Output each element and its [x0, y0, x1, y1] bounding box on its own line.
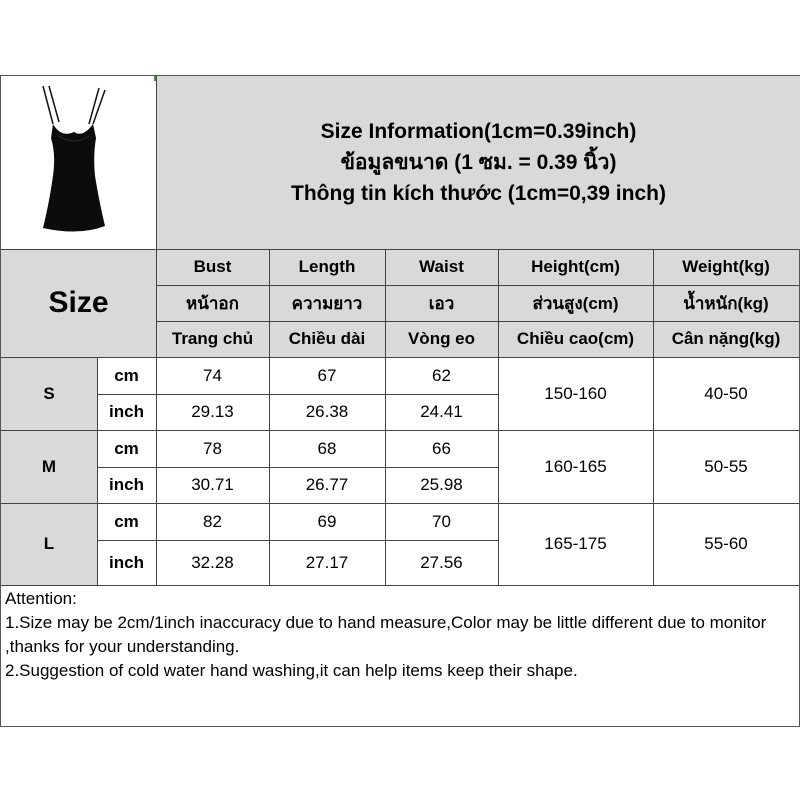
- table-cell: 26.77: [305, 475, 349, 494]
- column-header: Weight(kg): [653, 249, 799, 285]
- notes-heading: Attention:: [5, 589, 77, 608]
- table-cell: 29.13: [191, 402, 234, 421]
- grid-line: [156, 321, 799, 322]
- height-range: 150-160: [544, 383, 607, 403]
- column-header: Waist: [385, 249, 498, 285]
- notes-line-1: 1.Size may be 2cm/1inch inaccuracy due to hand measure,Color may be little different due to monitor ,thanks for your understanding.: [5, 613, 767, 656]
- height-range: 160-165: [544, 456, 607, 476]
- grid-line: [156, 76, 157, 585]
- grid-line: [1, 357, 799, 358]
- column-header: Height(cm): [498, 249, 653, 285]
- grid-line: [653, 249, 654, 585]
- table-cell: 30.71: [191, 475, 234, 494]
- column-header: Trang chủ: [156, 321, 269, 357]
- unit-label-inch: inch: [109, 402, 144, 421]
- size-header: Size: [1, 249, 156, 357]
- table-cell: 82: [203, 511, 222, 531]
- table-cell: 70: [432, 511, 451, 531]
- column-header: Bust: [156, 249, 269, 285]
- table-cell: 26.38: [305, 402, 349, 421]
- product-image: [1, 76, 156, 249]
- grid-line: [1, 430, 799, 431]
- grid-line: [97, 540, 498, 541]
- unit-label-cm: cm: [114, 365, 139, 385]
- notes-line-2: 2.Suggestion of cold water hand washing,it can help items keep their shape.: [5, 661, 578, 680]
- grid-line: [385, 249, 386, 585]
- column-header: เอว: [385, 285, 498, 321]
- grid-line: [269, 249, 270, 585]
- column-header: น้ำหนัก(kg): [653, 285, 799, 321]
- unit-label-inch: inch: [109, 475, 144, 494]
- table-cell: 27.56: [420, 552, 463, 572]
- table-cell: 67: [317, 365, 337, 385]
- table-cell: 66: [432, 438, 451, 458]
- table-cell: 74: [203, 365, 222, 385]
- weight-range: 55-60: [704, 534, 748, 553]
- column-header: Length: [269, 249, 385, 285]
- size-label: S: [1, 357, 97, 430]
- unit-label-cm: cm: [114, 438, 139, 458]
- table-cell: 78: [203, 438, 222, 458]
- size-chart: [0, 75, 800, 727]
- size-label: L: [1, 503, 97, 585]
- table-cell: 69: [317, 511, 337, 531]
- weight-range: 40-50: [704, 383, 748, 403]
- table-cell: 27.17: [305, 552, 349, 572]
- size-label: M: [1, 430, 97, 503]
- column-header: Vòng eo: [385, 321, 498, 357]
- height-range: 165-175: [544, 534, 607, 553]
- table-cell: 68: [317, 438, 337, 458]
- grid-line: [97, 467, 498, 468]
- grid-line: [97, 394, 498, 395]
- dress-icon: [1, 76, 156, 249]
- column-header: Cân nặng(kg): [653, 321, 799, 357]
- title-en: Size Information(1cm=0.39inch): [320, 120, 637, 143]
- table-cell: 25.98: [420, 475, 463, 494]
- grid-line: [156, 285, 799, 286]
- column-header: Chiều cao(cm): [498, 321, 653, 357]
- column-header: หน้าอก: [156, 285, 269, 321]
- column-header: ส่วนสูง(cm): [498, 285, 653, 321]
- column-header: ความยาว: [269, 285, 385, 321]
- table-cell: 24.41: [420, 402, 463, 421]
- unit-label-cm: cm: [114, 511, 139, 531]
- unit-label-inch: inch: [109, 552, 144, 572]
- table-cell: 62: [432, 365, 451, 385]
- attention-notes: [1, 585, 799, 728]
- grid-line: [1, 503, 799, 504]
- title-th: ข้อมูลขนาด (1 ซม. = 0.39 นิ้ว): [340, 151, 617, 174]
- weight-range: 50-55: [704, 456, 748, 476]
- grid-line: [1, 249, 799, 250]
- title-vi: Thông tin kích thước (1cm=0,39 inch): [291, 182, 666, 205]
- size-info-title: [156, 76, 800, 249]
- table-cell: 32.28: [191, 552, 234, 572]
- column-header: Chiều dài: [269, 321, 385, 357]
- grid-line: [97, 357, 98, 585]
- grid-line: [498, 249, 499, 585]
